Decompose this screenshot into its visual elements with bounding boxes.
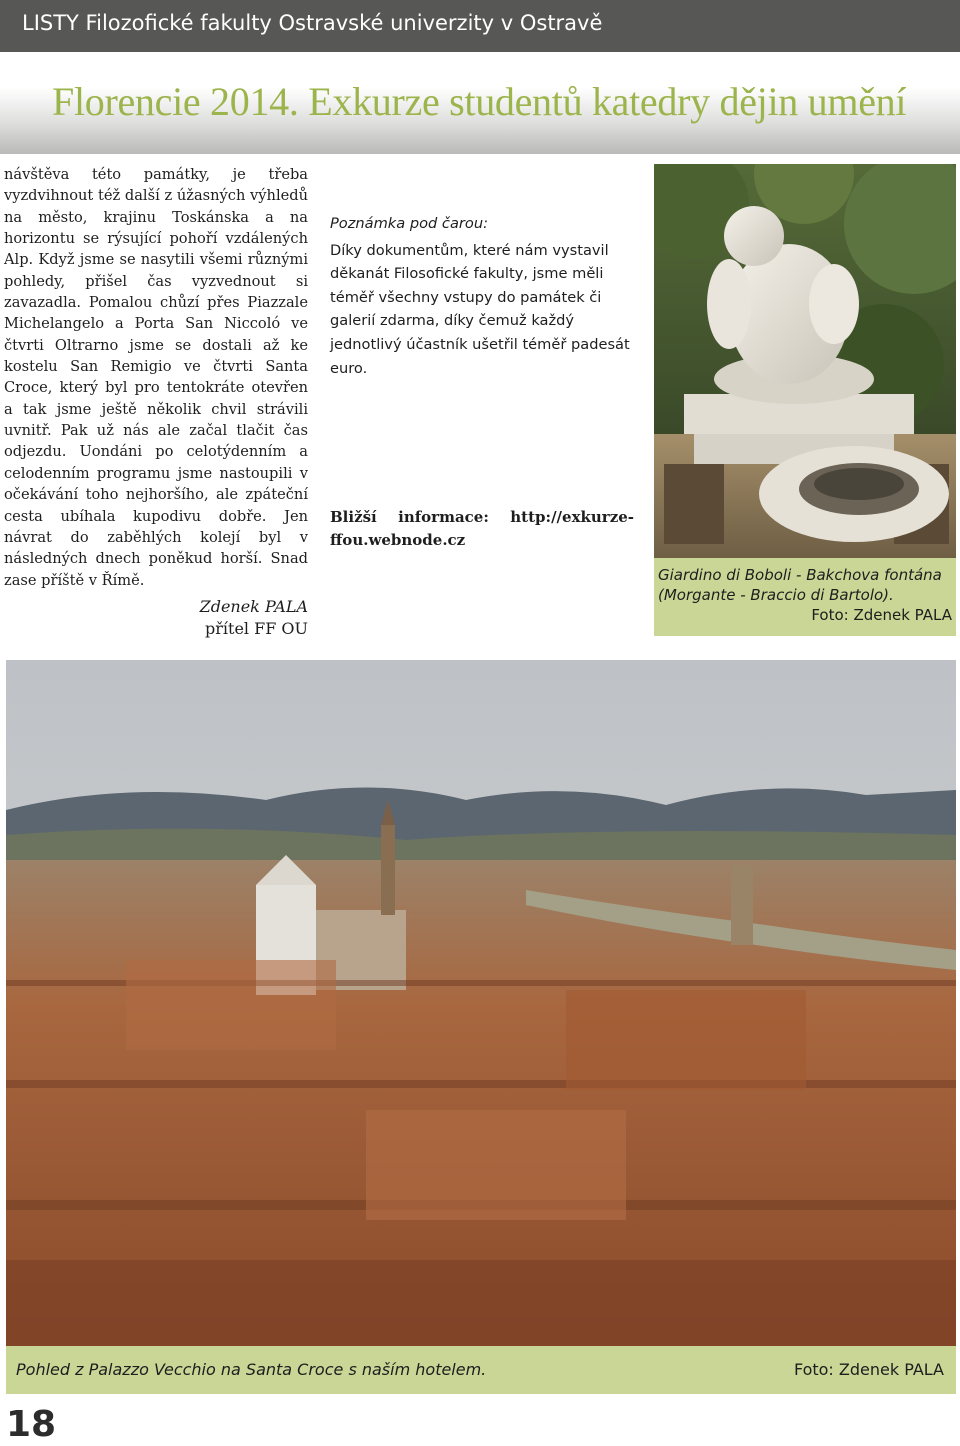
more-info-link-text: Bližší informace: http://exkurze-ffou.webnode.cz	[330, 508, 634, 549]
page-number: 18	[6, 1404, 57, 1445]
article-title-band	[0, 52, 960, 154]
florence-panorama-illustration	[6, 660, 956, 1346]
footnote-body: Díky dokumentům, které nám vystavil děkanát Filosofické fakulty, jsme měli téměř všechny vstupy do památek či galerií zdarma, díky čemuž každý jednotlivý účastník ušetřil téměř padesát euro.	[330, 241, 630, 377]
author-name: Zdenek PALA	[199, 597, 308, 616]
statue-caption-band	[654, 558, 956, 636]
article-left-column	[4, 164, 308, 591]
footnote-box	[330, 212, 634, 380]
article-title: Florencie 2014. Exkurze studentů katedry dějin umění	[52, 79, 907, 124]
journal-title: LISTY Filozofické fakulty Ostravské univerzity v Ostravě	[22, 11, 603, 35]
panorama-photo-credit: Foto: Zdenek PALA	[793, 1360, 944, 1379]
statue-fountain-photo	[654, 164, 956, 558]
author-role: přítel FF OU	[205, 619, 308, 638]
statue-photo-credit: Foto: Zdenek PALA	[811, 606, 952, 624]
article-body-text: návštěva této památky, je třeba vyzdvihnout též další z úžasných výhledů na město, krajinu Toskánska a na horizontu se rýsující pohoří vzdálených Alp. Když jsme se nasytili všemi různými pohledy, přišel čas vyzvednout si zavazadla. Pomalou chůzí přes Piazzale Michelangelo a Porta San Niccoló ve čtvrti Oltrarno jsme se dostali až ke kostelu San Remigio ve čtvrti Santa Croce, který byl pro tentokráte otevřen a tak jsme ještě několik chvil strávili uvnitř. Pak už nás ale začal tlačit čas odjezdu. Uondáni po celotýdenním a celodenním programu jsme nastoupili v očekávání toho nejhoršího, ale zpáteční cesta ubíhala kupodivu dobře. Jen návrat do zaběhlých kolejí byl v následných dnech poněkud horší. Snad zase příště v Římě.	[4, 166, 308, 589]
statue-caption-text: Giardino di Boboli - Bakchova fontána (Morgante - Braccio di Bartolo).	[658, 566, 942, 604]
panorama-caption-band	[6, 1346, 956, 1394]
author-signature	[150, 596, 308, 640]
journal-header-bar	[0, 0, 960, 52]
florence-panorama-photo	[6, 660, 956, 1346]
panorama-caption-text: Pohled z Palazzo Vecchio na Santa Croce s naším hotelem.	[16, 1360, 487, 1379]
statue-fountain-illustration	[654, 164, 956, 558]
footnote-heading: Poznámka pod čarou:	[330, 215, 488, 232]
